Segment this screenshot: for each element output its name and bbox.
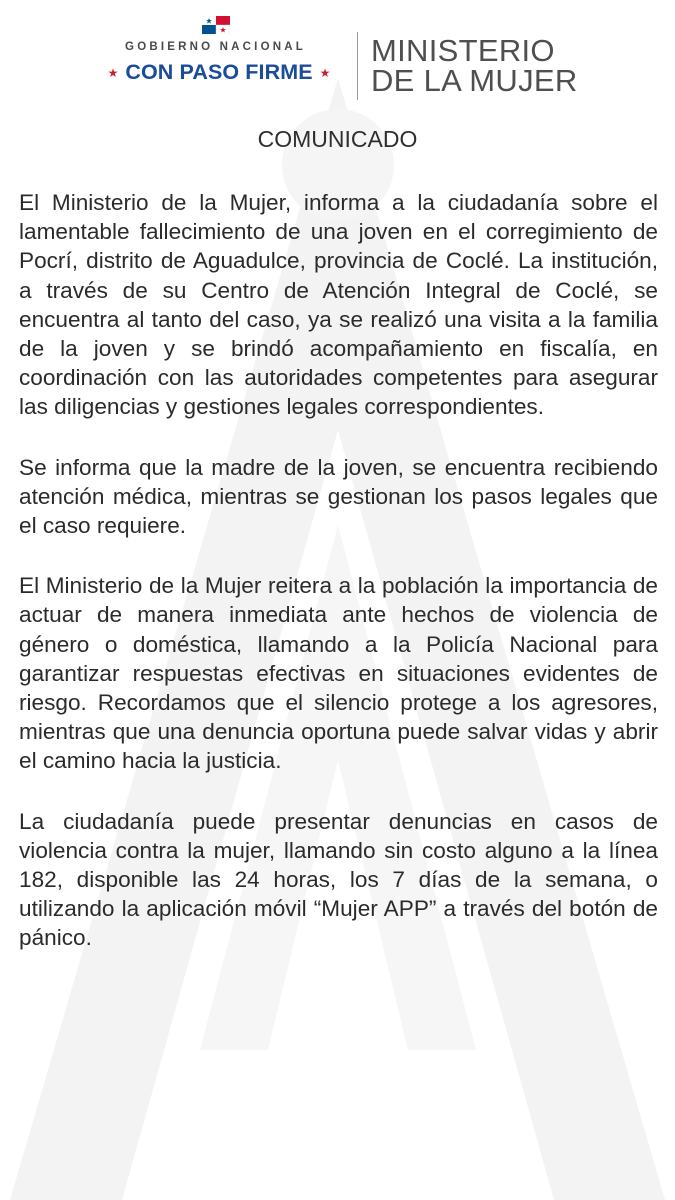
star-right-icon: ★ xyxy=(319,65,331,80)
ministry-logo-text xyxy=(371,33,578,98)
paragraph-2: Se informa que la madre de la joven, se encuentra recibiendo atención médica, mientras se gestionan los pasos legales que el caso requiere. xyxy=(19,454,658,539)
communique-body xyxy=(19,188,658,984)
paragraph-3: El Ministerio de la Mujer reitera a la población la importancia de actuar de manera inmediata ante hechos de violencia de género o doméstica, llamando a la Policía Nacional para garantizar respuestas efectivas en situaciones evidentes de riesgo. Recordamos que el silencio protege a los agresores, mientras que una denuncia oportuna puede salvar vidas y abrir el camino hacia la justicia. xyxy=(19,573,658,774)
ministry-line2: DE LA MUJER xyxy=(371,63,578,98)
star-left-icon: ★ xyxy=(107,65,119,80)
government-label: GOBIERNO NACIONAL xyxy=(125,41,306,53)
ministry-line1: MINISTERIO xyxy=(371,33,555,68)
panama-flag-icon xyxy=(202,16,230,34)
government-slogan xyxy=(88,60,350,85)
header xyxy=(0,0,675,110)
page-title: COMUNICADO xyxy=(257,126,418,152)
paragraph-1: El Ministerio de la Mujer, informa a la ciudadanía sobre el lamentable fallecimiento de una joven en el corregimiento de Pocrí, distrito de Aguadulce, provincia de Coclé. La institución, a través de su Centro de Atención Integral de Coclé, se encuentra al tanto del caso, ya se realizó una visita a la familia de la joven y se brindó acompañamiento en fiscalía, en coordinación con las autoridades competentes para asegurar las diligencias y gestiones legales correspondientes. xyxy=(19,190,658,420)
header-divider xyxy=(357,32,358,100)
government-slogan-text: CON PASO FIRME xyxy=(125,60,313,84)
paragraph-4: La ciudadanía puede presentar denuncias en casos de violencia contra la mujer, llamando sin costo alguno a la línea 182, disponible las 24 horas, los 7 días de la semana, o utilizando la aplicación móvil “Mujer APP” a través del botón de pánico. xyxy=(19,808,658,951)
